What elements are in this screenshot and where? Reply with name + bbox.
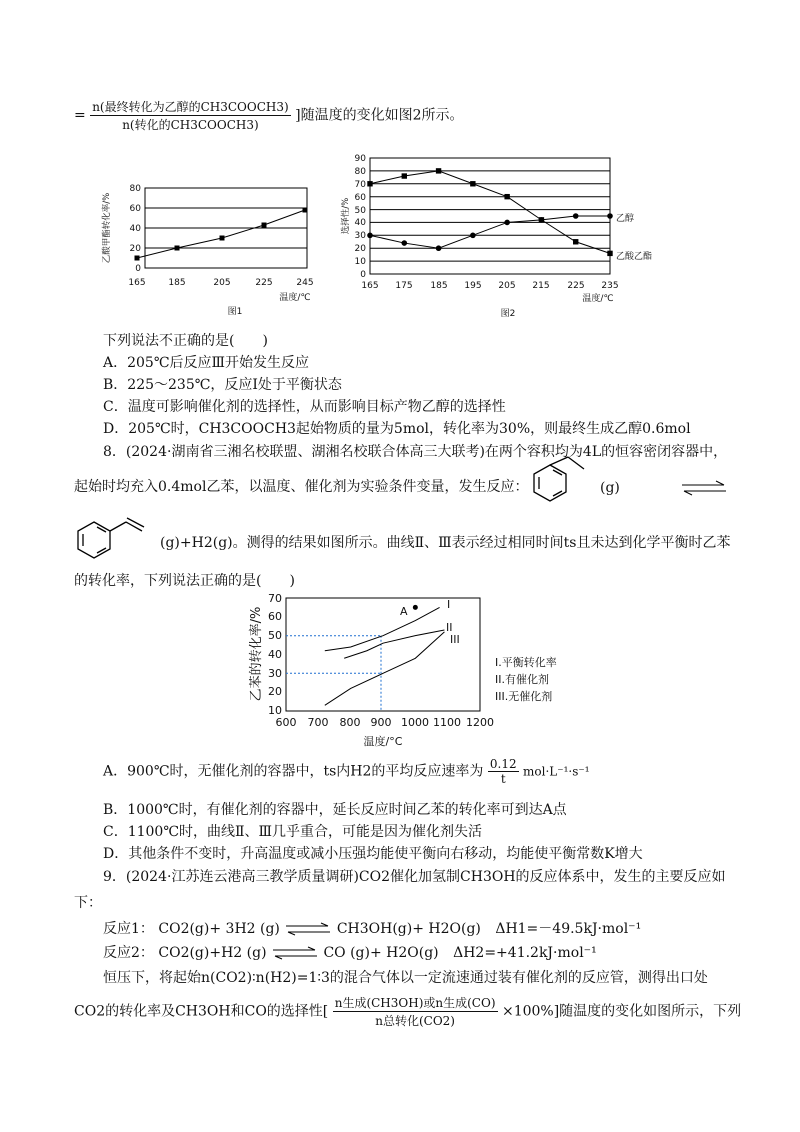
curve-iii-label: III bbox=[450, 633, 460, 646]
q8-option-a-unit: mol·L⁻¹·s⁻¹ bbox=[523, 764, 590, 779]
q8-xtick: 900 bbox=[370, 716, 392, 729]
fig2-ester-point bbox=[402, 173, 407, 178]
r1-dh: ΔH1=－49.5kJ·mol⁻¹ bbox=[495, 921, 642, 937]
q9-line6-pre: CO2的转化率及CH3OH和CO的选择性[ bbox=[74, 1003, 329, 1020]
q8-line3: (g)+H2(g)。测得的结果如图所示。曲线Ⅱ、Ⅲ表示经过相同时间ts且未达到化学平衡时乙苯 bbox=[160, 535, 731, 551]
fig2-ytick: 0 bbox=[360, 270, 366, 280]
q9-selectivity-fraction bbox=[333, 994, 498, 1029]
fig2-ethanol-point bbox=[607, 213, 613, 219]
q8-ytick: 50 bbox=[268, 629, 282, 642]
fig2-legend-ethanol: 乙醇 bbox=[616, 214, 635, 224]
r1-right: CH3OH(g)+ H2O(g) bbox=[336, 921, 481, 937]
q8-chart bbox=[240, 590, 590, 750]
fig1-ytick: 20 bbox=[129, 244, 141, 254]
fig2-ytick: 70 bbox=[354, 180, 366, 190]
fig2-ethanol-point bbox=[470, 233, 476, 239]
fig1-xtick: 165 bbox=[128, 278, 146, 288]
q7-option-a: A．205℃后反应Ⅲ开始发生反应 bbox=[103, 355, 309, 371]
q8-option-a bbox=[103, 757, 590, 786]
r1-left: CO2(g)+ 3H2 (g) bbox=[158, 921, 280, 937]
q8-line2: 起始时均充入0.4mol乙苯，以温度、催化剂为实验条件变量，发生反应： bbox=[74, 479, 529, 495]
fig2-xtick: 195 bbox=[464, 281, 482, 291]
q8-ytick: 30 bbox=[268, 667, 282, 680]
q7-option-b: B．225～235℃，反应Ⅰ处于平衡状态 bbox=[103, 377, 342, 393]
r2-left: CO2(g)+H2 (g) bbox=[158, 945, 267, 961]
r2-right: CO (g)+ H2O(g) bbox=[323, 945, 439, 961]
intro-eq: = bbox=[74, 107, 86, 124]
fig2-ytick: 80 bbox=[354, 167, 366, 177]
q8-xtick: 1200 bbox=[466, 716, 494, 729]
q8-xtick: 1100 bbox=[433, 716, 461, 729]
q9-reaction-1 bbox=[103, 918, 641, 938]
point-a-marker bbox=[413, 605, 418, 610]
fig1-ytick: 40 bbox=[129, 224, 141, 234]
styrene-structure bbox=[64, 508, 164, 568]
q8-legend-2: II.有催化剂 bbox=[495, 673, 549, 686]
fig1-ytick: 0 bbox=[135, 264, 141, 274]
r1-label: 反应1： bbox=[103, 921, 154, 937]
curve-i-label: I bbox=[447, 598, 451, 611]
q8-line1: 8．(2024·湖南省三湘名校联盟、湖湘名校联合体高三大联考)在两个容积均为4L的恒容密闭容器中， bbox=[103, 444, 728, 460]
fig2-ytick: 40 bbox=[354, 218, 366, 228]
fig2-caption: 图2 bbox=[500, 309, 516, 319]
fig2-ethanol-point bbox=[504, 220, 510, 226]
fig2-ester-point bbox=[607, 251, 612, 256]
q8-option-c: C．1100℃时，曲线Ⅱ、Ⅲ几乎重合，可能是因为催化剂失活 bbox=[103, 824, 483, 840]
q8-chart-frame bbox=[286, 598, 480, 711]
q9-line1 bbox=[103, 866, 726, 886]
fig1-point bbox=[262, 223, 267, 228]
q9-frac-den: n总转化(CO2) bbox=[375, 1014, 455, 1028]
r2-label: 反应2： bbox=[103, 945, 154, 961]
q7-option-d: D．205℃时，CH3COOCH3起始物质的量为5mol，转化率为30%，则最终生成乙醇0.6mol bbox=[103, 421, 691, 437]
q8-option-d: D．其他条件不变时，升高温度或减小压强均能使平衡向右移动，均能使平衡常数K增大 bbox=[103, 846, 643, 862]
q8-xtick: 700 bbox=[307, 716, 329, 729]
fig1-point bbox=[175, 246, 180, 251]
fig2-ytick: 90 bbox=[354, 154, 366, 164]
fig2-xtick: 175 bbox=[395, 281, 413, 291]
fig2-ester-point bbox=[539, 217, 544, 222]
figure-1 bbox=[95, 178, 325, 318]
fig2-legend-ester: 乙酸乙酯 bbox=[616, 252, 653, 262]
q8-ytick: 20 bbox=[268, 685, 282, 698]
fig1-ytick: 80 bbox=[129, 184, 141, 194]
intro-after: ]随温度的变化如图2所示。 bbox=[295, 107, 464, 124]
fig1-xtick: 185 bbox=[168, 278, 186, 288]
q8-ytick: 40 bbox=[268, 648, 282, 661]
fig2-ester-point bbox=[367, 181, 372, 186]
q8-xlabel: 温度/°C bbox=[363, 735, 403, 748]
fig2-xtick: 235 bbox=[601, 281, 619, 291]
intro-line bbox=[74, 98, 464, 133]
q8-option-a-num: 0.12 bbox=[489, 757, 517, 771]
q9-reaction-2 bbox=[103, 942, 597, 962]
q9-line6 bbox=[74, 994, 741, 1029]
figure-2 bbox=[340, 148, 680, 320]
q8-xtick: 600 bbox=[275, 716, 297, 729]
fig2-xtick: 185 bbox=[430, 281, 448, 291]
point-a-label: A bbox=[400, 605, 408, 618]
q8-ytick: 70 bbox=[268, 592, 282, 605]
fig2-markers bbox=[367, 168, 613, 256]
q7-stem: 下列说法不正确的是( ) bbox=[103, 333, 268, 349]
q9-line5: 恒压下，将起始n(CO2)∶n(H2)=1∶3的混合气体以一定流速通过装有催化剂的反应管，测得出口处 bbox=[103, 970, 708, 986]
fig1-point bbox=[303, 208, 308, 213]
q8-ytick: 60 bbox=[268, 610, 282, 623]
fig2-ester-point bbox=[470, 181, 475, 186]
q8-line4: 的转化率，下列说法正确的是( ) bbox=[74, 573, 295, 589]
q8-xtick: 1000 bbox=[401, 716, 429, 729]
q9-line2: 下： bbox=[74, 895, 102, 911]
fig2-ytick: 60 bbox=[354, 193, 366, 203]
fig2-ytick: 10 bbox=[354, 257, 366, 267]
fig2-ytick: 30 bbox=[354, 231, 366, 241]
fig1-xtick: 225 bbox=[255, 278, 273, 288]
fig1-xtick: 205 bbox=[213, 278, 231, 288]
q8-legend-3: III.无催化剂 bbox=[495, 690, 553, 703]
fig2-ethanol-point bbox=[573, 213, 579, 219]
fig1-point bbox=[135, 256, 140, 261]
r2-dh: ΔH2=+41.2kJ·mol⁻¹ bbox=[453, 945, 597, 961]
q8-ytick: 10 bbox=[268, 704, 282, 717]
fig2-ylabel: 选择性/% bbox=[341, 197, 351, 235]
q9-line1-ch3oh: CH3OH bbox=[460, 869, 516, 885]
fig1-ylabel: 乙酸甲酯转化率/% bbox=[102, 192, 112, 264]
fig2-ester-point bbox=[573, 239, 578, 244]
q8-option-a-text: A．900℃时，无催化剂的容器中，ts内H2的平均反应速率为 bbox=[103, 763, 484, 780]
intro-frac-den: n(转化的CH3COOCH3) bbox=[122, 118, 259, 132]
q9-line1-source: 9．(2024·江苏连云港高三教学质量调研) bbox=[103, 869, 359, 885]
q8-legend-1: I.平衡转化率 bbox=[495, 656, 557, 669]
q9-line1-tail: 的反应体系中，发生的主要反应如 bbox=[515, 869, 726, 885]
fig2-ethanol-point bbox=[401, 240, 407, 246]
q8-ylabel: 乙苯的转化率/% bbox=[249, 606, 264, 702]
fig1-series-line bbox=[137, 210, 305, 258]
fig1-point bbox=[220, 236, 225, 241]
fig2-ester-point bbox=[436, 168, 441, 173]
q8-option-a-den: t bbox=[500, 772, 506, 786]
fig1-ytick: 60 bbox=[129, 204, 141, 214]
equilibrium-arrow-icon bbox=[680, 480, 728, 496]
fig1-caption: 图1 bbox=[227, 307, 243, 317]
q7-option-c: C．温度可影响催化剂的选择性，从而影响目标产物乙醇的选择性 bbox=[103, 399, 506, 415]
intro-fraction bbox=[90, 98, 291, 133]
r2-equilibrium-arrow-icon bbox=[271, 946, 319, 960]
fig2-xtick: 165 bbox=[361, 281, 379, 291]
fig2-xtick: 215 bbox=[532, 281, 550, 291]
fig2-xlabel: 温度/℃ bbox=[582, 294, 614, 304]
r1-equilibrium-arrow-icon bbox=[284, 922, 332, 936]
fig2-xtick: 225 bbox=[567, 281, 585, 291]
q8-option-b: B．1000℃时，有催化剂的容器中，延长反应时间乙苯的转化率可到达A点 bbox=[103, 802, 567, 818]
fig2-ytick: 50 bbox=[354, 206, 366, 216]
fig2-ethanol-point bbox=[436, 245, 442, 251]
ethylbenzene-structure bbox=[520, 455, 605, 513]
q9-frac-num: n生成(CH3OH)或n生成(CO) bbox=[334, 996, 496, 1010]
curve-ii-label: II bbox=[446, 621, 453, 634]
fig2-ethanol-point bbox=[367, 233, 373, 239]
curve-i bbox=[325, 607, 440, 650]
q8-g1: (g) bbox=[600, 480, 620, 496]
q9-line1-co2: CO2催化加氢制 bbox=[358, 869, 461, 885]
q9-line6-post: ×100%]随温度的变化如图所示，下列 bbox=[501, 1003, 742, 1020]
q8-option-a-fraction bbox=[488, 757, 519, 786]
q8-xtick: 800 bbox=[339, 716, 361, 729]
fig1-xtick: 245 bbox=[296, 278, 314, 288]
fig2-xtick: 205 bbox=[498, 281, 516, 291]
fig2-ester-point bbox=[504, 194, 509, 199]
fig1-xlabel: 温度/℃ bbox=[279, 293, 311, 303]
fig2-ytick: 20 bbox=[354, 244, 366, 254]
intro-frac-num: n(最终转化为乙醇的CH3COOCH3) bbox=[92, 100, 289, 114]
